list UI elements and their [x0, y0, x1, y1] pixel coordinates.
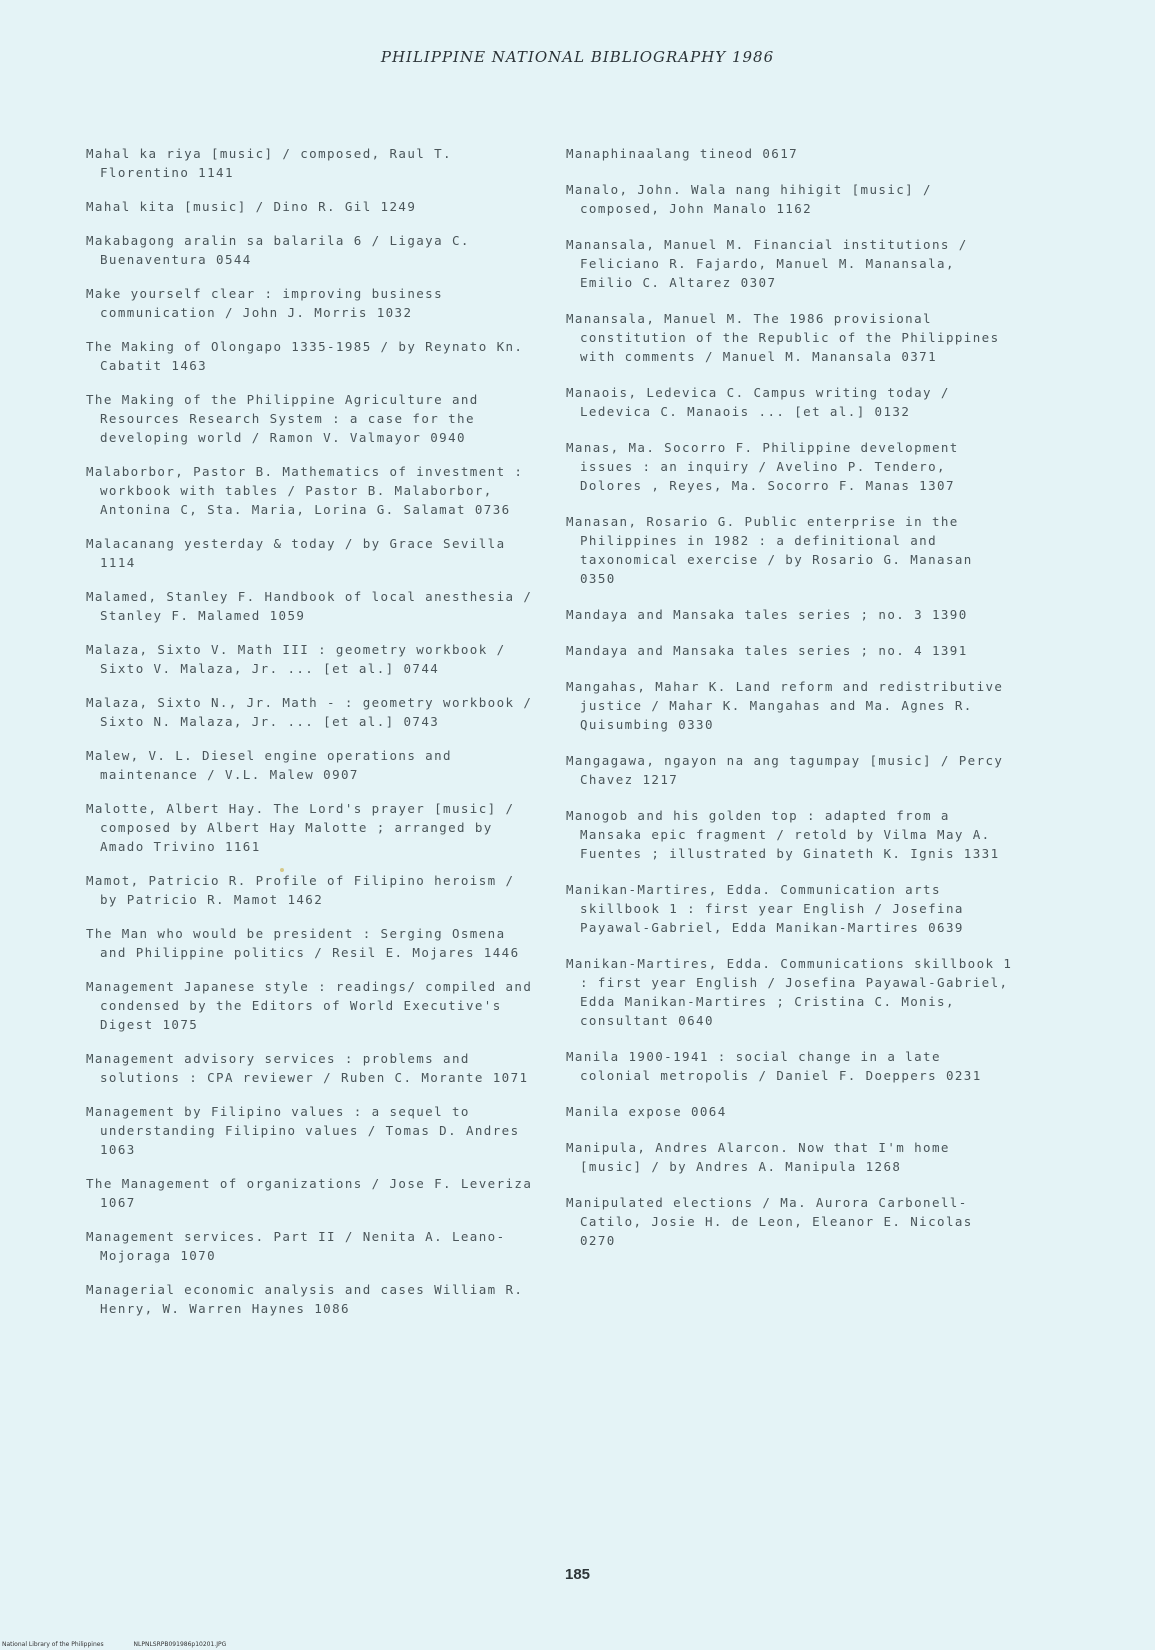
bibliography-entry: Manila expose 0064: [566, 1104, 727, 1119]
bibliography-entry: Management advisory services : problems and solutions : CPA reviewer / Ruben C. Morante 1071: [86, 1051, 529, 1085]
bibliography-entry: Mangagawa, ngayon na ang tagumpay [music] / Percy Chavez 1217: [566, 753, 1004, 787]
bibliography-entry: Malamed, Stanley F. Handbook of local anesthesia / Stanley F. Malamed 1059: [86, 589, 533, 623]
bibliography-entry: Malew, V. L. Diesel engine operations and maintenance / V.L. Malew 0907: [86, 748, 452, 782]
right-column: [566, 144, 1016, 1267]
bibliography-entry: Malacanang yesterday & today / by Grace Sevilla 1114: [86, 536, 506, 570]
bibliography-entry: Manila 1900-1941 : social change in a late colonial metropolis / Daniel F. Doeppers 0231: [566, 1049, 982, 1083]
bibliography-entry: Make yourself clear : improving business communication / John J. Morris 1032: [86, 286, 444, 320]
bibliography-entry: Manalo, John. Wala nang hihigit [music] / composed, John Manalo 1162: [566, 182, 932, 216]
scan-footer: [2, 1641, 254, 1648]
bibliography-entry: Makabagong aralin sa balarila 6 / Ligaya C. Buenaventura 0544: [86, 233, 470, 267]
footer-library-name: National Library of the Philippines: [2, 1641, 104, 1648]
bibliography-entry: Manaois, Ledevica C. Campus writing today / Ledevica C. Manaois ... [et al.] 0132: [566, 385, 950, 419]
bibliography-entry: Manansala, Manuel M. Financial institutions / Feliciano R. Fajardo, Manuel M. Manansala, Emilio C. Altarez 0307: [566, 237, 968, 290]
bibliography-entry: The Making of the Philippine Agriculture and Resources Research System : a case for the developing world / Ramon V. Valmayor 0940: [86, 392, 479, 445]
bibliography-entry: The Management of organizations / Jose F. Leveriza 1067: [86, 1176, 533, 1210]
bibliography-entry: The Making of Olongapo 1335-1985 / by Reynato Kn. Cabatit 1463: [86, 339, 524, 373]
bibliography-entry: Mahal ka riya [music] / composed, Raul T. Florentino 1141: [86, 146, 452, 180]
left-column: [86, 144, 536, 1333]
bibliography-entry: Manaphinaalang tineod 0617: [566, 146, 799, 161]
page-number: 185: [564, 1566, 591, 1583]
print-speck: [280, 868, 284, 872]
bibliography-entry: Mahal kita [music] / Dino R. Gil 1249: [86, 199, 417, 214]
bibliography-entry: Malaborbor, Pastor B. Mathematics of investment : workbook with tables / Pastor B. Malaborbor, Antonina C, Sta. Maria, Lorina G. Salamat 0736: [86, 464, 524, 517]
footer-file-name: NLPNLSRPB091986p10201.JPG: [133, 1641, 227, 1648]
bibliography-entry: Manikan-Martires, Edda. Communication arts skillbook 1 : first year English / Josefina Payawal-Gabriel, Edda Manikan-Martires 0639: [566, 882, 964, 935]
bibliography-entry: Malaza, Sixto N., Jr. Math - : geometry workbook / Sixto N. Malaza, Jr. ... [et al.] 0743: [86, 695, 533, 729]
bibliography-entry: Manipula, Andres Alarcon. Now that I'm home [music] / by Andres A. Manipula 1268: [566, 1140, 950, 1174]
bibliography-entry: Manikan-Martires, Edda. Communications skillbook 1 : first year English / Josefina Payawal-Gabriel, Edda Manikan-Martires ; Cristina C. Monis, consultant 0640: [566, 956, 1013, 1028]
bibliography-entry: Malotte, Albert Hay. The Lord's prayer [music] / composed by Albert Hay Malotte ; arranged by Amado Trivino 1161: [86, 801, 515, 854]
bibliography-entry: Management by Filipino values : a sequel to understanding Filipino values / Tomas D. Andres 1063: [86, 1104, 520, 1157]
bibliography-entry: Mangahas, Mahar K. Land reform and redistributive justice / Mahar K. Mangahas and Ma. Agnes R. Quisumbing 0330: [566, 679, 1004, 732]
bibliography-entry: Manogob and his golden top : adapted from a Mansaka epic fragment / retold by Vilma May A. Fuentes ; illustrated by Ginateth K. Ignis 1331: [566, 808, 1000, 861]
page-title: PHILIPPINE NATIONAL BIBLIOGRAPHY 1986: [380, 48, 775, 66]
bibliography-entry: Mandaya and Mansaka tales series ; no. 4 1391: [566, 643, 968, 658]
bibliography-entry: Mamot, Patricio R. Profile of Filipino heroism / by Patricio R. Mamot 1462: [86, 873, 515, 907]
bibliography-entry: Manas, Ma. Socorro F. Philippine development issues : an inquiry / Avelino P. Tendero, Dolores , Reyes, Ma. Socorro F. Manas 1307: [566, 440, 959, 493]
bibliography-entry: Mandaya and Mansaka tales series ; no. 3 1390: [566, 607, 968, 622]
bibliography-entry: Management Japanese style : readings/ compiled and condensed by the Editors of World Executive's Digest 1075: [86, 979, 533, 1032]
bibliography-entry: The Man who would be president : Serging Osmena and Philippine politics / Resil E. Mojares 1446: [86, 926, 520, 960]
bibliography-entry: Manasan, Rosario G. Public enterprise in the Philippines in 1982 : a definitional and taxonomical exercise / by Rosario G. Manasan 0350: [566, 514, 973, 586]
bibliography-entry: Managerial economic analysis and cases William R. Henry, W. Warren Haynes 1086: [86, 1282, 524, 1316]
bibliography-entry: Manipulated elections / Ma. Aurora Carbonell-Catilo, Josie H. de Leon, Eleanor E. Nicolas 0270: [566, 1195, 973, 1248]
bibliography-entry: Malaza, Sixto V. Math III : geometry workbook / Sixto V. Malaza, Jr. ... [et al.] 0744: [86, 642, 506, 676]
bibliography-entry: Management services. Part II / Nenita A. Leano-Mojoraga 1070: [86, 1229, 506, 1263]
bibliography-entry: Manansala, Manuel M. The 1986 provisional constitution of the Republic of the Philippines with comments / Manuel M. Manansala 0371: [566, 311, 1000, 364]
